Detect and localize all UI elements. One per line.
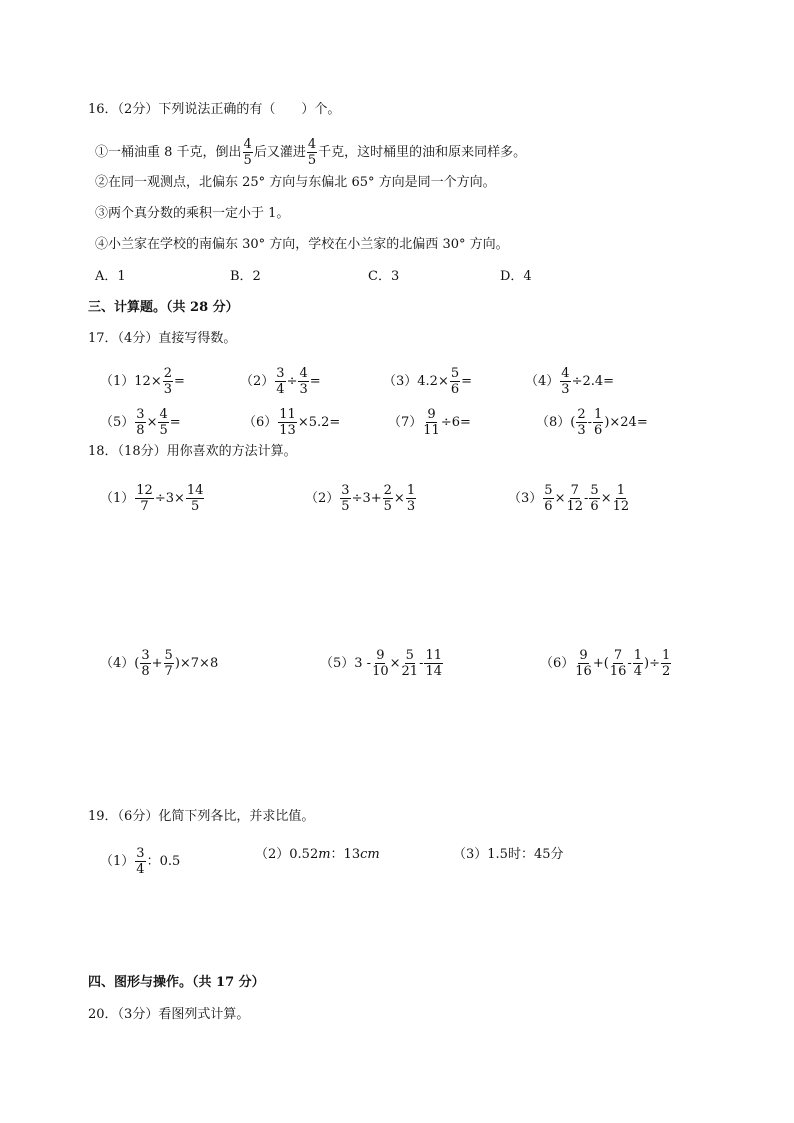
denominator: 2	[662, 664, 671, 679]
unit-text: m	[318, 847, 331, 862]
numerator: 12	[136, 483, 153, 498]
numerator: 4	[243, 137, 252, 152]
denominator: 4	[136, 862, 145, 877]
numerator: 1	[662, 648, 671, 663]
numerator: 5	[405, 648, 414, 663]
section-heading-3: 三、计算题。（共 28 分）	[88, 300, 239, 315]
q18-item	[320, 648, 444, 679]
q19-title: 19．（6分）化简下列各比，并求比值。	[88, 809, 315, 824]
expression-text: -	[584, 490, 589, 506]
numerator: 4	[299, 366, 308, 381]
expression-text: ×	[393, 490, 405, 506]
fraction	[402, 648, 419, 679]
numerator: 3	[341, 483, 350, 498]
expression-text: ÷2.4=	[571, 373, 615, 389]
denominator: 10	[372, 664, 389, 679]
expression-text: （4）	[525, 373, 560, 389]
fraction	[275, 366, 285, 397]
expression-text: （5）3 -	[320, 655, 372, 671]
numerator: 5	[590, 483, 599, 498]
option-a: A．1	[95, 269, 126, 284]
expression-text: ②在同一观测点，北偏东 25° 方向与东偏北 65° 方向是同一个方向。	[95, 175, 496, 190]
q17-item	[383, 366, 472, 397]
numerator: 9	[427, 407, 436, 422]
denominator: 16	[575, 664, 592, 679]
fraction	[661, 648, 671, 679]
section-heading-4: 四、图形与操作。（共 17 分）	[88, 975, 265, 990]
expression-text: （4）(	[100, 655, 140, 671]
numerator: 3	[141, 648, 150, 663]
expression-text: =	[174, 373, 185, 389]
numerator: 1	[594, 407, 603, 422]
denominator: 3	[406, 499, 416, 514]
expression-text: ÷3+	[351, 490, 382, 506]
q16-title: 16．（2分）下列说法正确的有（ ）个。	[88, 102, 341, 117]
expression-text: ×	[389, 655, 401, 671]
q17-item	[243, 407, 340, 438]
fraction	[372, 648, 389, 679]
denominator: 6	[590, 499, 599, 514]
q19-item	[453, 846, 564, 864]
denominator: 5	[243, 153, 252, 168]
expression-text: （3）4.2×	[383, 373, 449, 389]
denominator: 16	[609, 664, 627, 679]
q18-item	[305, 483, 417, 514]
expression-text: ③两个真分数的乘积一定小于 1。	[95, 206, 290, 221]
q19-item	[255, 846, 380, 864]
numerator: 11	[279, 407, 296, 422]
fraction	[543, 483, 553, 514]
q16-statement	[95, 205, 289, 223]
expression-text: ④小兰家在学校的南偏东 30° 方向，学校在小兰家的北偏西 30° 方向。	[95, 237, 509, 252]
expression-text: （2）0.52	[255, 847, 319, 862]
numerator: 2	[163, 366, 172, 381]
numerator: 1	[633, 648, 643, 663]
q17-item	[100, 366, 185, 397]
expression-text: ：0.5	[146, 853, 181, 869]
expression-text: ×	[146, 414, 158, 430]
expression-text: ①一桶油重 8 千克，倒出	[95, 144, 242, 160]
expression-text: ×	[554, 490, 566, 506]
numerator: 4	[561, 366, 570, 381]
expression-text: +	[151, 655, 163, 671]
expression-text: 千克，这时桶里的油和原来同样多。	[318, 144, 527, 160]
fraction	[566, 483, 583, 514]
q18-title: 18．（18分）用你喜欢的方法计算。	[88, 444, 297, 459]
numerator: 3	[136, 407, 145, 422]
fraction	[450, 366, 460, 397]
expression-text: ×	[600, 490, 612, 506]
numerator: 11	[425, 648, 443, 663]
fraction	[158, 407, 168, 438]
fraction	[423, 407, 440, 438]
fraction	[186, 483, 205, 514]
expression-text: -	[419, 655, 424, 671]
expression-text: -	[587, 414, 593, 430]
unit-text: cm	[360, 847, 380, 862]
expression-text: （6）	[540, 655, 575, 671]
numerator: 9	[376, 648, 385, 663]
numerator: 1	[616, 483, 626, 498]
expression-text: )×7×8	[174, 655, 219, 671]
denominator: 7	[140, 499, 149, 514]
expression-text: （2）	[305, 490, 340, 506]
q16-statement	[95, 174, 496, 192]
fraction	[613, 483, 630, 514]
q18-item	[540, 648, 672, 679]
expression-text: )÷	[644, 655, 660, 671]
denominator: 11	[423, 423, 440, 438]
expression-text: （1）	[100, 490, 135, 506]
denominator: 5	[383, 499, 392, 514]
option-b: B．2	[230, 269, 261, 284]
expression-text: （5）	[100, 414, 135, 430]
fraction	[633, 648, 643, 679]
denominator: 8	[136, 423, 145, 438]
expression-text: （1）12×	[100, 373, 162, 389]
fraction	[140, 648, 150, 679]
numerator: 7	[613, 648, 623, 663]
numerator: 7	[570, 483, 579, 498]
expression-text: +(	[592, 655, 609, 671]
q17-item	[240, 366, 321, 397]
expression-text: （2）	[240, 373, 275, 389]
numerator: 2	[383, 483, 392, 498]
expression-text: ：13	[330, 847, 361, 862]
expression-text: ÷	[286, 373, 298, 389]
fraction	[135, 483, 154, 514]
denominator: 4	[633, 664, 643, 679]
denominator: 21	[401, 664, 419, 679]
denominator: 3	[561, 382, 570, 397]
fraction	[383, 483, 393, 514]
fraction	[610, 648, 627, 679]
denominator: 3	[163, 382, 172, 397]
expression-text: -	[627, 655, 632, 671]
expression-text: 后又灌进	[253, 144, 306, 160]
q17-item	[536, 407, 648, 438]
expression-text: =	[461, 373, 473, 389]
option-c: C．3	[368, 269, 400, 284]
expression-text: )×24=	[604, 414, 648, 430]
denominator: 6	[594, 423, 603, 438]
denominator: 5	[159, 423, 168, 438]
denominator: 6	[544, 499, 553, 514]
denominator: 5	[307, 153, 317, 168]
fraction	[243, 137, 253, 168]
denominator: 7	[164, 664, 173, 679]
fraction	[424, 648, 443, 679]
denominator: 13	[279, 423, 296, 438]
numerator: 14	[186, 483, 204, 498]
q18-item	[508, 483, 630, 514]
expression-text: （8）(	[536, 414, 576, 430]
denominator: 5	[341, 499, 350, 514]
expression-text: =	[309, 373, 321, 389]
expression-text: （1）	[100, 853, 135, 869]
q16-statement	[95, 137, 526, 168]
denominator: 3	[299, 382, 308, 397]
numerator: 4	[307, 137, 317, 152]
q17-item	[525, 366, 614, 397]
q18-item	[100, 483, 205, 514]
option-d: D．4	[500, 269, 532, 284]
fraction	[575, 648, 592, 679]
fraction	[163, 366, 173, 397]
fraction	[589, 483, 599, 514]
q17-title: 17．（4分）直接写得数。	[88, 331, 237, 346]
q20-title: 20．（3分）看图列式计算。	[88, 1007, 250, 1022]
fraction	[307, 137, 317, 168]
fraction	[135, 846, 145, 877]
fraction	[560, 366, 570, 397]
numerator: 3	[136, 846, 145, 861]
expression-text: =	[169, 414, 181, 430]
fraction	[340, 483, 350, 514]
denominator: 12	[566, 499, 584, 514]
fraction	[135, 407, 145, 438]
denominator: 8	[141, 664, 150, 679]
denominator: 3	[577, 423, 586, 438]
numerator: 2	[577, 407, 586, 422]
numerator: 5	[164, 648, 173, 663]
fraction	[298, 366, 308, 397]
fraction	[576, 407, 586, 438]
numerator: 5	[544, 483, 553, 498]
numerator: 3	[276, 366, 285, 381]
q17-item	[388, 407, 471, 438]
expression-text: （3）1.5时：45分	[453, 847, 564, 862]
q19-item	[100, 846, 180, 877]
expression-text: （6）	[243, 414, 278, 430]
denominator: 14	[425, 664, 443, 679]
numerator: 9	[579, 648, 588, 663]
q16-statement	[95, 236, 509, 254]
expression-text: ×5.2=	[297, 414, 341, 430]
numerator: 5	[450, 366, 460, 381]
denominator: 12	[612, 499, 630, 514]
q17-item	[100, 407, 181, 438]
numerator: 4	[159, 407, 168, 422]
fraction	[593, 407, 603, 438]
numerator: 1	[406, 483, 416, 498]
fraction	[406, 483, 416, 514]
q18-item	[100, 648, 218, 679]
denominator: 6	[450, 382, 460, 397]
denominator: 4	[276, 382, 285, 397]
denominator: 5	[191, 499, 200, 514]
fraction	[278, 407, 297, 438]
fraction	[164, 648, 174, 679]
expression-text: ÷3×	[154, 490, 185, 506]
expression-text: ÷6=	[440, 414, 471, 430]
expression-text: （7）	[388, 414, 423, 430]
expression-text: （3）	[508, 490, 543, 506]
